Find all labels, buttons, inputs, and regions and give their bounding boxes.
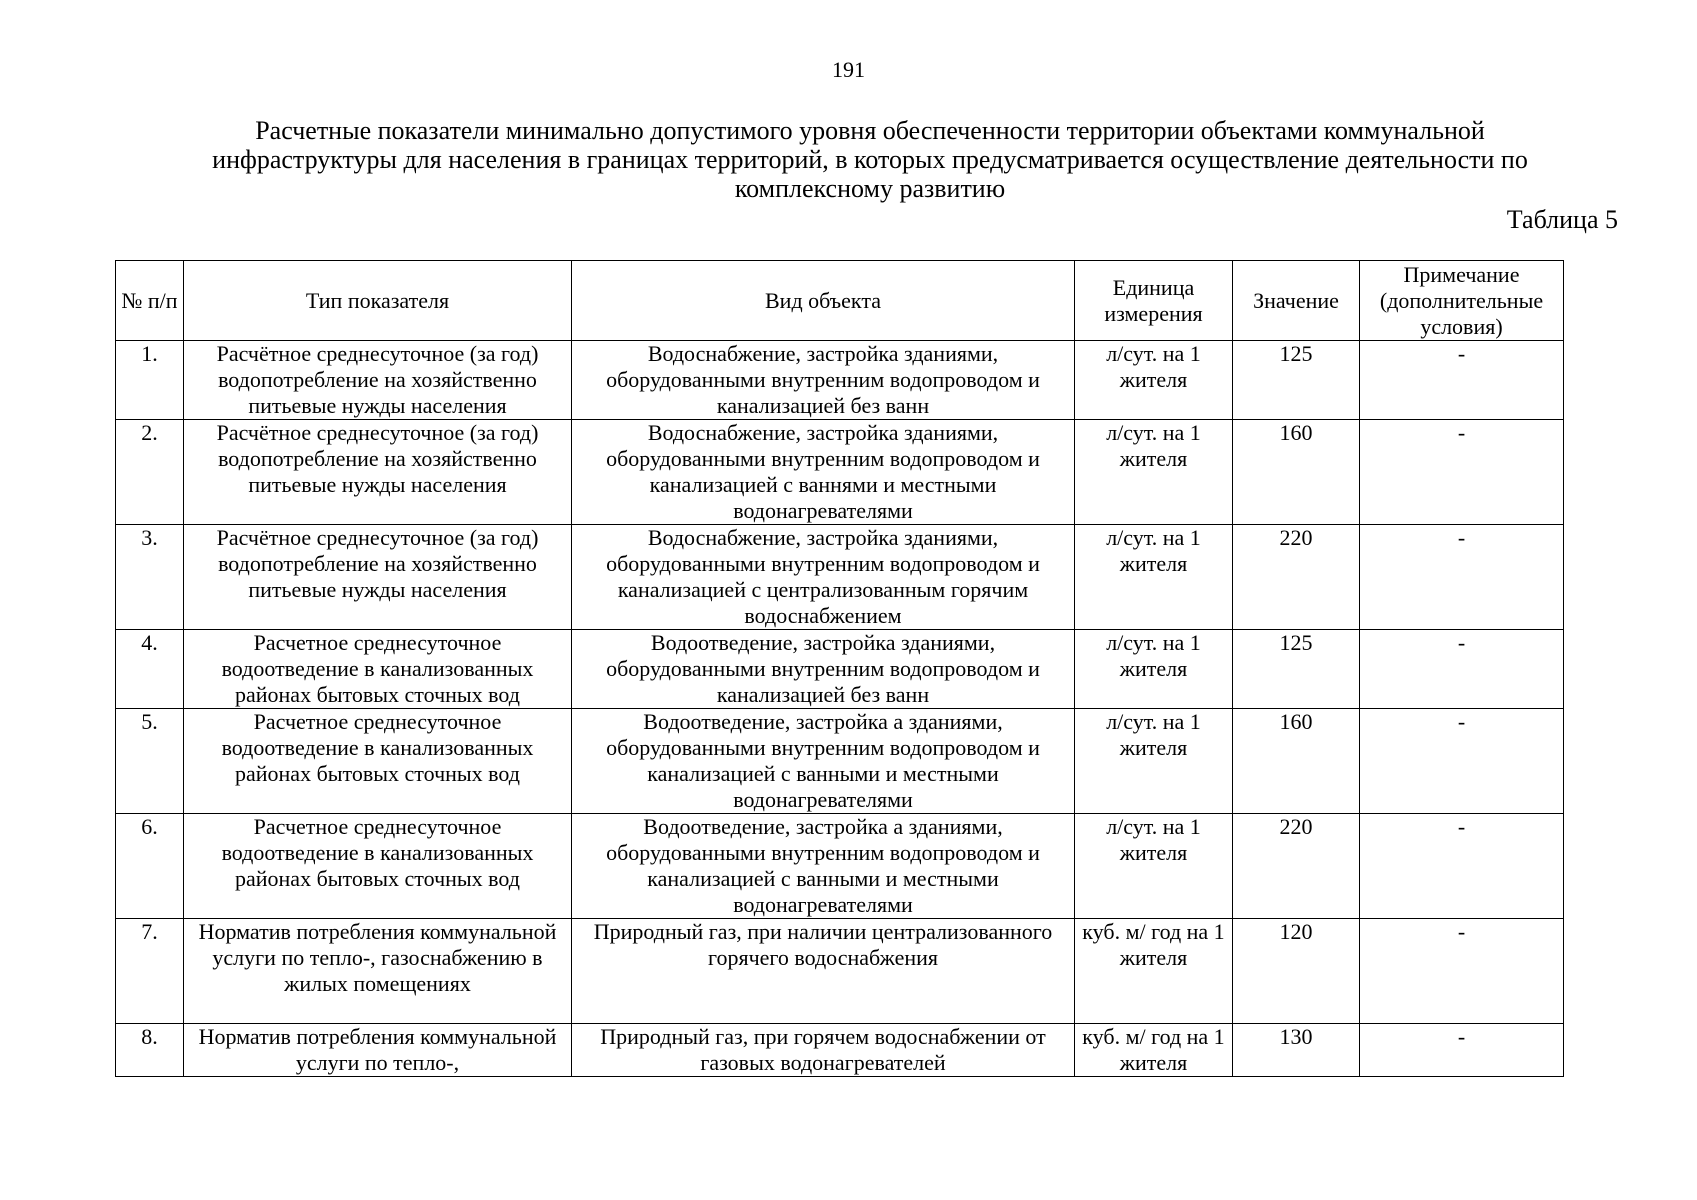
cell-num: 4.	[116, 630, 184, 709]
table-row	[116, 919, 1564, 1024]
cell-unit: куб. м/ год на 1 жителя	[1075, 1024, 1233, 1077]
title-line-3: комплексному развитию	[734, 174, 1006, 203]
table-row	[116, 709, 1564, 814]
header-unit: Единица измерения	[1075, 261, 1233, 341]
cell-num: 7.	[116, 919, 184, 1024]
table-header-row	[116, 261, 1564, 341]
cell-object: Водоотведение, застройка а зданиями, оборудованными внутренним водопроводом и канализацией с ванными и местными водонагревателями	[572, 709, 1075, 814]
table-row	[116, 630, 1564, 709]
cell-type: Норматив потребления коммунальной услуги по тепло-, газоснабжению в жилых помещениях	[184, 919, 572, 1024]
cell-type: Расчётное среднесуточное (за год) водопотребление на хозяйственно питьевые нужды населения	[184, 341, 572, 420]
cell-note: -	[1360, 630, 1564, 709]
cell-type: Норматив потребления коммунальной услуги по тепло-,	[184, 1024, 572, 1077]
table-row	[116, 1024, 1564, 1077]
cell-value: 220	[1233, 814, 1360, 919]
table-caption: Таблица 5	[1506, 205, 1618, 234]
cell-num: 5.	[116, 709, 184, 814]
table-row	[116, 525, 1564, 630]
cell-object: Природный газ, при горячем водоснабжении от газовых водонагревателей	[572, 1024, 1075, 1077]
cell-unit: куб. м/ год на 1 жителя	[1075, 919, 1233, 1024]
header-value: Значение	[1233, 261, 1360, 341]
page-number: 191	[832, 57, 865, 82]
cell-note: -	[1360, 1024, 1564, 1077]
cell-unit: л/сут. на 1 жителя	[1075, 341, 1233, 420]
cell-value: 125	[1233, 341, 1360, 420]
cell-value: 160	[1233, 709, 1360, 814]
title-line-1: Расчетные показатели минимально допустимого уровня обеспеченности территории объектами коммунальной	[255, 116, 1485, 145]
cell-type: Расчетное среднесуточное водоотведение в канализованных районах бытовых сточных вод	[184, 709, 572, 814]
cell-object: Водоснабжение, застройка зданиями, оборудованными внутренним водопроводом и канализацией с централизованным горячим водоснабжением	[572, 525, 1075, 630]
header-note: Примечание (дополнительные условия)	[1360, 261, 1564, 341]
table-row	[116, 814, 1564, 919]
cell-num: 3.	[116, 525, 184, 630]
cell-value: 130	[1233, 1024, 1360, 1077]
cell-object: Водоснабжение, застройка зданиями, оборудованными внутренним водопроводом и канализацией с ваннями и местными водонагревателями	[572, 420, 1075, 525]
header-object: Вид объекта	[572, 261, 1075, 341]
cell-type: Расчетное среднесуточное водоотведение в канализованных районах бытовых сточных вод	[184, 630, 572, 709]
cell-unit: л/сут. на 1 жителя	[1075, 525, 1233, 630]
cell-num: 6.	[116, 814, 184, 919]
cell-type: Расчётное среднесуточное (за год) водопотребление на хозяйственно питьевые нужды населения	[184, 420, 572, 525]
header-type: Тип показателя	[184, 261, 572, 341]
cell-num: 8.	[116, 1024, 184, 1077]
cell-object: Водоснабжение, застройка зданиями, оборудованными внутренним водопроводом и канализацией без ванн	[572, 341, 1075, 420]
norms-table-container	[115, 260, 1563, 1077]
table-row	[116, 420, 1564, 525]
cell-note: -	[1360, 525, 1564, 630]
cell-num: 1.	[116, 341, 184, 420]
header-num: № п/п	[116, 261, 184, 341]
cell-note: -	[1360, 709, 1564, 814]
cell-value: 120	[1233, 919, 1360, 1024]
cell-note: -	[1360, 341, 1564, 420]
document-title	[140, 116, 1600, 203]
cell-type: Расчётное среднесуточное (за год) водопотребление на хозяйственно питьевые нужды населения	[184, 525, 572, 630]
cell-unit: л/сут. на 1 жителя	[1075, 420, 1233, 525]
cell-value: 125	[1233, 630, 1360, 709]
cell-value: 220	[1233, 525, 1360, 630]
cell-note: -	[1360, 814, 1564, 919]
cell-object: Водоотведение, застройка зданиями, оборудованными внутренним водопроводом и канализацией без ванн	[572, 630, 1075, 709]
cell-value: 160	[1233, 420, 1360, 525]
cell-unit: л/сут. на 1 жителя	[1075, 814, 1233, 919]
cell-unit: л/сут. на 1 жителя	[1075, 709, 1233, 814]
cell-num: 2.	[116, 420, 184, 525]
cell-object: Водоотведение, застройка а зданиями, оборудованными внутренним водопроводом и канализацией с ванными и местными водонагревателями	[572, 814, 1075, 919]
cell-note: -	[1360, 420, 1564, 525]
cell-unit: л/сут. на 1 жителя	[1075, 630, 1233, 709]
cell-type: Расчетное среднесуточное водоотведение в канализованных районах бытовых сточных вод	[184, 814, 572, 919]
cell-object: Природный газ, при наличии централизованного горячего водоснабжения	[572, 919, 1075, 1024]
title-line-2: инфраструктуры для населения в границах территорий, в которых предусматривается осуществление деятельности по	[212, 145, 1528, 174]
table-row	[116, 341, 1564, 420]
norms-table	[115, 260, 1564, 1077]
cell-note: -	[1360, 919, 1564, 1024]
